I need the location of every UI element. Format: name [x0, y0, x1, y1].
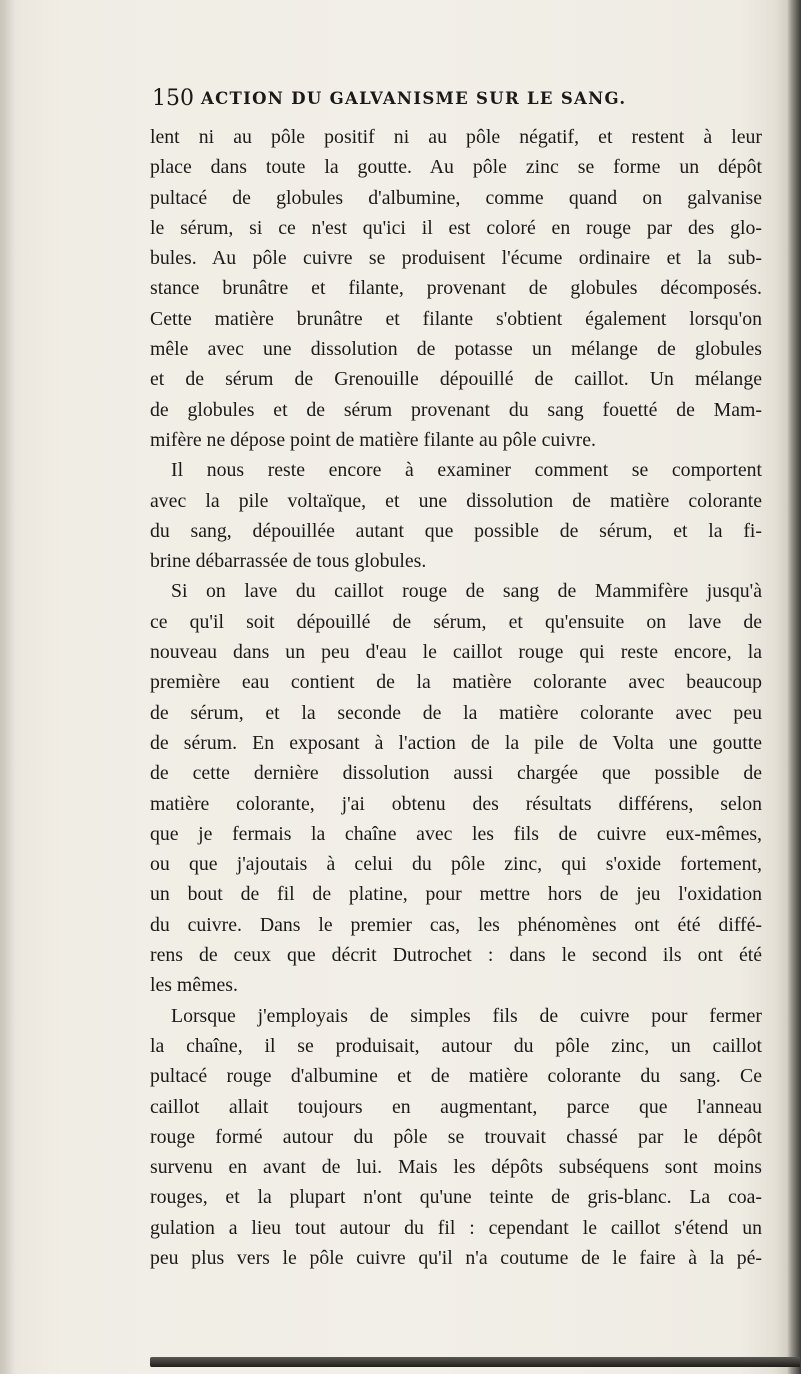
text-line: stance brunâtre et filante, provenant de globules décomposés. [150, 277, 762, 300]
text-line: rens de ceux que décrit Dutrochet : dans le second ils ont été [150, 944, 762, 967]
text-line: et de sérum de Grenouille dépouillé de caillot. Un mélange [150, 368, 762, 391]
text-line: du cuivre. Dans le premier cas, les phénomènes ont été diffé- [150, 913, 762, 936]
text-line: bules. Au pôle cuivre se produisent l'écume ordinaire et la sub- [150, 247, 762, 270]
text-line: du sang, dépouillée autant que possible de sérum, et la fi- [150, 519, 762, 542]
text-line: pultacé rouge d'albumine et de matière colorante du sang. Ce [150, 1065, 762, 1088]
text-line: ou que j'ajoutais à celui du pôle zinc, qui s'oxide fortement, [150, 853, 762, 876]
text-line: rouge formé autour du pôle se trouvait chassé par le dépôt [150, 1125, 762, 1148]
page-edge-shadow [0, 0, 14, 1374]
text-line: première eau contient de la matière colorante avec beaucoup [150, 671, 762, 694]
text-line: que je fermais la chaîne avec les fils de cuivre eux-mêmes, [150, 822, 762, 845]
running-head: ACTION DU GALVANISME SUR LE SANG. [201, 89, 627, 108]
text-line: brine débarrassée de tous globules. [150, 550, 427, 573]
text-line: ce qu'il soit dépouillé de sérum, et qu'ensuite on lave de [150, 610, 762, 633]
text-line: mêle avec une dissolution de potasse un mélange de globules [150, 338, 762, 361]
text-line: caillot allait toujours en augmentant, parce que l'anneau [150, 1095, 762, 1118]
text-line: de sérum, et la seconde de la matière colorante avec peu [150, 701, 762, 724]
paragraph [150, 576, 762, 1000]
text-line: un bout de fil de platine, pour mettre hors de jeu l'oxidation [150, 883, 762, 906]
text-line: Cette matière brunâtre et filante s'obtient également lorsqu'on [150, 307, 762, 330]
text-line: nouveau dans un peu d'eau le caillot rouge qui reste encore, la [150, 641, 762, 664]
text-line: le sérum, si ce n'est qu'ici il est coloré en rouge par des glo- [150, 216, 762, 239]
text-line: avec la pile voltaïque, et une dissolution de matière colorante [150, 489, 762, 512]
text-line: de globules et de sérum provenant du sang fouetté de Mam- [150, 398, 762, 421]
text-line: matière colorante, j'ai obtenu des résultats différens, selon [150, 792, 762, 815]
page-header [152, 86, 652, 114]
text-line: place dans toute la goutte. Au pôle zinc se forme un dépôt [150, 156, 762, 179]
text-line: de cette dernière dissolution aussi chargée que possible de [150, 762, 762, 785]
body-text [150, 122, 762, 1273]
text-line: la chaîne, il se produisait, autour du pôle zinc, un caillot [150, 1034, 762, 1057]
text-line: peu plus vers le pôle cuivre qu'il n'a coutume de le faire à la pé- [150, 1246, 762, 1269]
text-line: rouges, et la plupart n'ont qu'une teinte de gris-blanc. La coa- [150, 1186, 762, 1209]
text-line: mifère ne dépose point de matière filante au pôle cuivre. [150, 428, 596, 451]
book-spine-shadow [787, 0, 801, 1374]
text-line: Si on lave du caillot rouge de sang de Mammifère jusqu'à [171, 580, 762, 603]
text-line: de sérum. En exposant à l'action de la pile de Volta une goutte [150, 731, 762, 754]
paragraph [150, 1001, 762, 1274]
page-number: 150 [152, 86, 194, 111]
paragraph [150, 455, 762, 576]
text-line: survenu en avant de lui. Mais les dépôts subséquens sont moins [150, 1156, 762, 1179]
paragraph [150, 122, 762, 455]
page-bottom-edge [150, 1357, 800, 1367]
text-line: Lorsque j'employais de simples fils de cuivre pour fermer [171, 1004, 762, 1027]
text-line: gulation a lieu tout autour du fil : cependant le caillot s'étend un [150, 1216, 762, 1239]
text-line: Il nous reste encore à examiner comment se comportent [171, 459, 762, 482]
text-line: lent ni au pôle positif ni au pôle négatif, et restent à leur [150, 126, 762, 148]
text-line: pultacé de globules d'albumine, comme quand on galvanise [150, 186, 762, 209]
text-line: les mêmes. [150, 974, 238, 997]
